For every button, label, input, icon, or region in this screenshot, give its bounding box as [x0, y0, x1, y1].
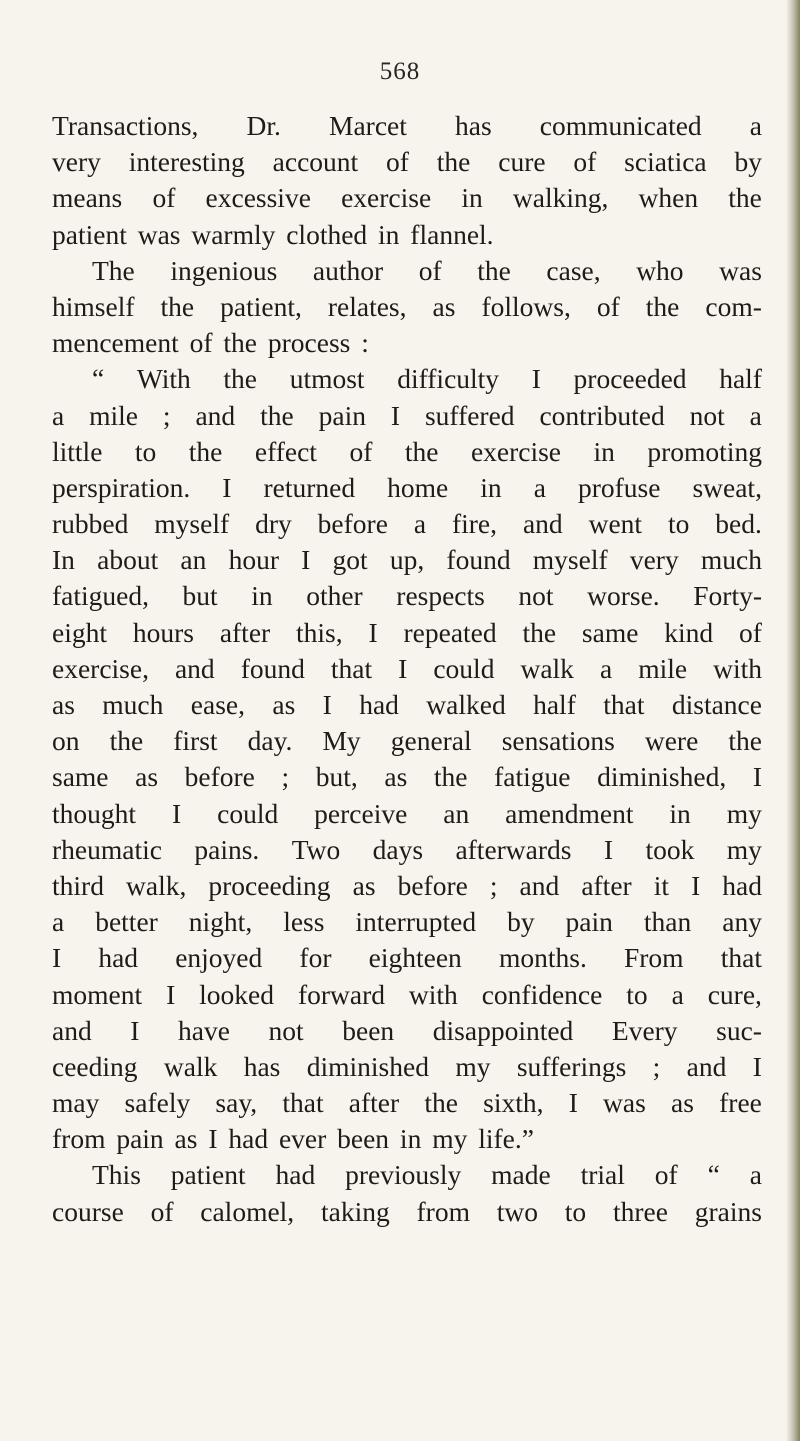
body-text: [52, 108, 762, 1230]
text-line: “ With the utmost difficulty I proceeded half: [92, 363, 762, 395]
text-line: I had enjoyed for eighteen months. From that: [52, 942, 762, 974]
text-line: eight hours after this, I repeated the same kind of: [52, 616, 762, 648]
text-line: third walk, proceeding as before ; and after it I had: [52, 869, 762, 901]
text-line: perspiration. I returned home in a profuse sweat,: [52, 471, 762, 503]
text-line: from pain as I had ever been in my life.”: [52, 1123, 534, 1155]
text-line: This patient had previously made trial of “ a: [92, 1159, 762, 1191]
page-number: 568: [379, 58, 421, 85]
text-line: and I have not been disappointed Every suc-: [52, 1014, 762, 1046]
text-line: on the first day. My general sensations were the: [52, 725, 762, 757]
text-line: rheumatic pains. Two days afterwards I took my: [52, 833, 762, 865]
text-line: rubbed myself dry before a fire, and went to bed.: [52, 508, 762, 540]
text-line: very interesting account of the cure of sciatica by: [52, 146, 762, 178]
text-line: as much ease, as I had walked half that distance: [52, 689, 762, 720]
text-line: fatigued, but in other respects not worse. Forty-: [52, 580, 762, 612]
text-line: means of excessive exercise in walking, when the: [52, 182, 762, 214]
text-line: patient was warmly clothed in flannel.: [52, 218, 494, 250]
text-line: himself the patient, relates, as follows, of the com-: [52, 290, 762, 322]
text-line: little to the effect of the exercise in promoting: [52, 435, 762, 467]
text-line: ceeding walk has diminished my sufferings ; and I: [52, 1050, 762, 1082]
text-line: Transactions, Dr. Marcet has communicated a: [52, 110, 762, 141]
text-line: same as before ; but, as the fatigue diminished, I: [52, 761, 762, 793]
text-line: a better night, less interrupted by pain than any: [52, 906, 762, 938]
text-line: In about an hour I got up, found myself very much: [52, 544, 762, 576]
text-line: may safely say, that after the sixth, I was as free: [52, 1087, 762, 1119]
text-line: a mile ; and the pain I suffered contributed not a: [52, 399, 762, 431]
page-edge-shadow: [786, 0, 800, 1441]
text-line: The ingenious author of the case, who was: [92, 254, 762, 286]
text-line: exercise, and found that I could walk a mile with: [52, 652, 762, 684]
text-line: mencement of the process :: [52, 327, 369, 359]
text-line: course of calomel, taking from two to three grains: [52, 1195, 762, 1227]
text-line: moment I looked forward with confidence to a cure,: [52, 978, 762, 1010]
text-line: thought I could perceive an amendment in my: [52, 797, 762, 829]
